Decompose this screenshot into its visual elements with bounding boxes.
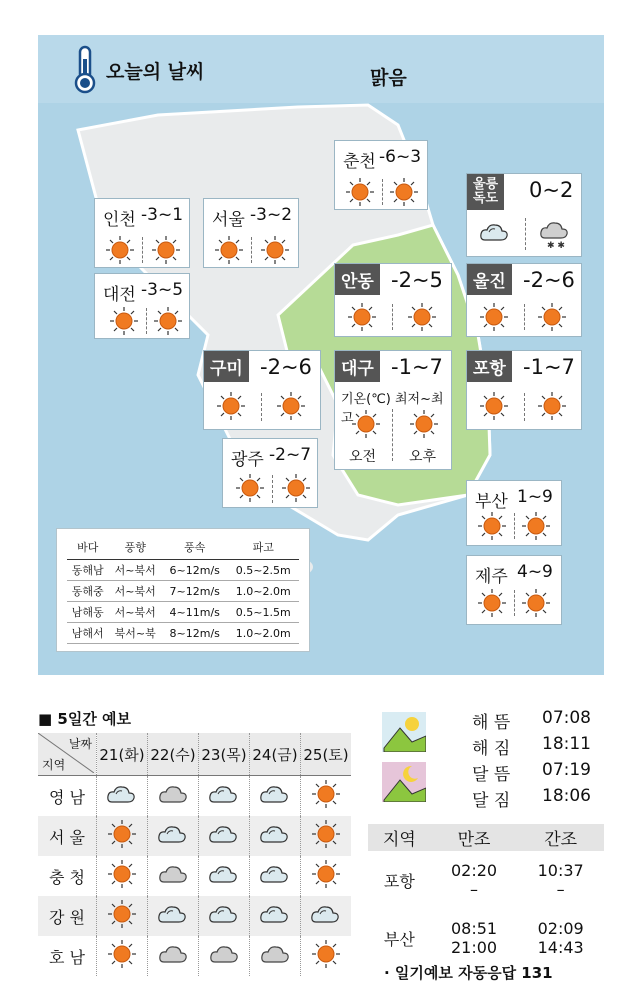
cloud-icon xyxy=(250,936,301,976)
partly-cloudy-icon xyxy=(250,896,301,936)
region-name: 춘천 xyxy=(343,152,376,172)
forecast-region: 영 남 xyxy=(49,787,85,807)
table-row: 부산 08:51 21:00 02:09 14:43 xyxy=(368,909,604,967)
tide-header: 간조 xyxy=(517,824,604,851)
partly-cloudy-icon xyxy=(250,776,301,817)
region-name: 구미 xyxy=(204,351,249,382)
sea-conditions-table xyxy=(56,528,310,652)
page-title: 오늘의 날씨 xyxy=(106,61,205,83)
forecast-day: 25(토) xyxy=(301,733,352,776)
sun-icon xyxy=(97,896,148,936)
region-temp: -3~5 xyxy=(141,280,184,300)
cloud-icon xyxy=(148,776,199,817)
sun-icon xyxy=(477,588,507,618)
table-row: 동해남 서~북서 6~12m/s 0.5~2.5m xyxy=(67,560,299,581)
cloud-icon xyxy=(148,856,199,896)
sun-icon xyxy=(301,936,352,976)
tide-header: 지역 xyxy=(368,824,431,851)
sea-header: 풍속 xyxy=(162,537,228,560)
region-temp: 1~9 xyxy=(517,487,553,507)
partly-cloudy-icon xyxy=(199,816,250,856)
sun-icon xyxy=(235,473,265,503)
sun-icon xyxy=(301,776,352,817)
weather-condition: 맑음 xyxy=(370,67,407,89)
partly-cloudy-icon xyxy=(199,896,250,936)
region-card-daegu[interactable] xyxy=(334,350,452,470)
region-name: 인천 xyxy=(103,210,136,230)
sun-icon xyxy=(151,235,181,265)
snow-cloud-icon xyxy=(539,220,569,250)
forecast-region: 서 울 xyxy=(38,816,97,856)
partly-cloudy-icon xyxy=(250,856,301,896)
table-row xyxy=(38,856,351,896)
region-temp: -3~1 xyxy=(141,205,184,225)
region-name: 울진 xyxy=(467,264,512,295)
region-temp: -6~3 xyxy=(379,147,422,167)
sun-icon xyxy=(537,391,567,421)
region-name: 울릉 독도 xyxy=(467,174,504,210)
sun-icon xyxy=(301,816,352,856)
region-temp: -3~2 xyxy=(250,205,293,225)
region-name: 부산 xyxy=(475,492,508,512)
sun-icon xyxy=(351,409,381,439)
table-row xyxy=(38,896,351,936)
table-row: 동해중 서~북서 7~12m/s 1.0~2.0m xyxy=(67,581,299,602)
region-temp: 4~9 xyxy=(517,562,553,582)
region-name: 서울 xyxy=(212,210,245,230)
region-card-ulleung[interactable] xyxy=(466,173,582,257)
forecast-table xyxy=(38,733,351,976)
region-card-incheon[interactable] xyxy=(94,198,190,268)
partly-cloudy-icon xyxy=(199,856,250,896)
thermometer-icon xyxy=(72,45,98,95)
sun-icon xyxy=(479,302,509,332)
region-card-pohang[interactable] xyxy=(466,350,582,430)
table-row: 남해서 북서~북 8~12m/s 1.0~2.0m xyxy=(67,623,299,644)
partly-cloudy-icon xyxy=(301,896,352,936)
sun-icon xyxy=(260,235,290,265)
sun-icon xyxy=(281,473,311,503)
table-row xyxy=(38,776,351,817)
sun-icon xyxy=(105,235,135,265)
weather-map xyxy=(38,35,604,675)
partly-cloudy-icon xyxy=(250,816,301,856)
partly-cloudy-icon xyxy=(479,220,509,250)
region-name: 대전 xyxy=(103,285,136,305)
sun-icon xyxy=(521,511,551,541)
sun-icon xyxy=(347,302,377,332)
legend-pm: 오후 xyxy=(409,449,437,465)
legend-am: 오전 xyxy=(349,449,377,465)
sun-icon xyxy=(407,302,437,332)
cloud-icon xyxy=(199,936,250,976)
forecast-day: 22(수) xyxy=(148,733,199,776)
sun-icon xyxy=(97,856,148,896)
tide-table xyxy=(368,824,604,967)
partly-cloudy-icon xyxy=(148,896,199,936)
forecast-day: 24(금) xyxy=(250,733,301,776)
region-name: 안동 xyxy=(335,264,380,295)
tide-header: 만조 xyxy=(431,824,518,851)
sun-icon xyxy=(477,511,507,541)
sun-icon xyxy=(276,391,306,421)
sun-icon xyxy=(109,306,139,336)
sea-header: 바다 xyxy=(67,537,108,560)
region-name: 제주 xyxy=(475,567,508,587)
map-header xyxy=(38,35,604,103)
cloud-icon xyxy=(148,936,199,976)
sea-header: 풍향 xyxy=(108,537,161,560)
sun-icon xyxy=(409,409,439,439)
region-card-andong[interactable] xyxy=(334,263,452,337)
sun-icon xyxy=(389,177,419,207)
partly-cloudy-icon xyxy=(148,816,199,856)
table-row xyxy=(38,816,351,856)
svg-text:✱ ✱: ✱ ✱ xyxy=(547,241,565,250)
sun-icon xyxy=(345,177,375,207)
region-temp: -1~7 xyxy=(391,355,443,379)
partly-cloudy-icon xyxy=(199,776,250,817)
table-row: 남해동 서~북서 4~11m/s 0.5~1.5m xyxy=(67,602,299,623)
region-card-gwangju[interactable] xyxy=(222,438,318,508)
region-temp: 0~2 xyxy=(529,178,574,202)
region-card-daejeon[interactable] xyxy=(94,273,190,339)
moonrise-icon xyxy=(382,762,426,802)
sun-icon xyxy=(479,391,509,421)
legend-label: 기온(℃) 최저~최고 xyxy=(341,392,444,426)
region-temp: -2~5 xyxy=(391,268,443,292)
sun-icon xyxy=(214,235,244,265)
sunrise-icon xyxy=(382,712,426,752)
region-card-gumi[interactable] xyxy=(203,350,321,430)
forecast-day: 23(목) xyxy=(199,733,250,776)
region-card-jeju[interactable] xyxy=(466,555,562,625)
forecast-corner: 날짜 지역 xyxy=(38,733,97,776)
tide-region: 부산 xyxy=(383,929,415,949)
tide-region: 포항 xyxy=(383,871,415,891)
region-name: 대구 xyxy=(335,351,380,382)
forecast-region: 충 청 xyxy=(49,867,85,887)
forecast-title: ■ 5일간 예보 xyxy=(38,710,132,728)
footer-phone-info: · 일기예보 자동응답 131 xyxy=(384,964,553,982)
table-row: 포항 02:20 – 10:37 – xyxy=(368,851,604,909)
region-card-chuncheon[interactable] xyxy=(334,140,428,210)
region-temp: -2~7 xyxy=(269,445,312,465)
forecast-region: 호 남 xyxy=(49,947,85,967)
region-card-seoul[interactable] xyxy=(203,198,299,268)
region-name: 포항 xyxy=(467,351,512,382)
sun-icon xyxy=(521,588,551,618)
sun-icon xyxy=(301,856,352,896)
sun-icon xyxy=(97,816,148,856)
forecast-region: 강 원 xyxy=(38,896,97,936)
sun-icon xyxy=(537,302,567,332)
partly-cloudy-icon xyxy=(97,776,148,817)
sea-header: 파고 xyxy=(228,537,299,560)
sun-icon xyxy=(153,306,183,336)
region-card-uljin[interactable] xyxy=(466,263,582,337)
table-row xyxy=(38,936,351,976)
forecast-section xyxy=(38,708,131,729)
sun-icon xyxy=(216,391,246,421)
forecast-day: 21(화) xyxy=(97,733,148,776)
region-temp: -2~6 xyxy=(523,268,575,292)
region-name: 광주 xyxy=(231,450,264,470)
sun-icon xyxy=(97,936,148,976)
region-card-busan[interactable] xyxy=(466,480,562,546)
region-temp: -1~7 xyxy=(523,355,575,379)
region-temp: -2~6 xyxy=(260,355,312,379)
